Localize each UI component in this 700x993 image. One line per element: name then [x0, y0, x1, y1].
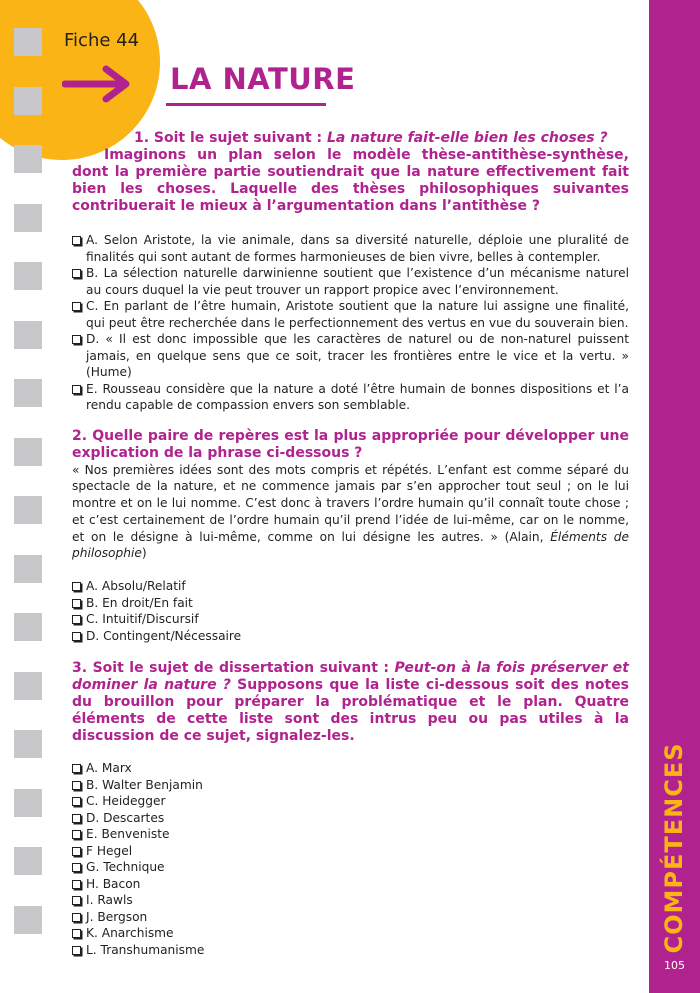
checkbox-icon[interactable] [72, 929, 81, 938]
checkbox-icon[interactable] [72, 269, 81, 278]
checkbox-icon[interactable] [72, 236, 81, 245]
option-item[interactable]: C. Intuitif/Discursif [72, 611, 629, 628]
checkbox-icon[interactable] [72, 302, 81, 311]
arrow-right-icon [62, 64, 134, 104]
page-number: 105 [664, 959, 685, 972]
question-1-body: Imaginons un plan selon le modèle thèse-antithèse-synthèse, dont la première partie soutiendrait que la nature effectivement fait bien les choses. Laquelle des thèses philosophiques suivantes contribuerait le mieux à l’argumentation dans l’antithèse ? [72, 147, 629, 214]
option-item[interactable]: B. En droit/En fait [72, 595, 629, 612]
option-item[interactable]: A. Selon Aristote, la vie animale, dans sa diversité naturelle, déploie une pluralité de finalités qui sont autant de formes harmonieuses de bien vivre, belles à contempler. [72, 232, 629, 265]
title-underline [166, 103, 326, 106]
checkbox-icon[interactable] [72, 847, 81, 856]
checkbox-icon[interactable] [72, 946, 81, 955]
checkbox-icon[interactable] [72, 781, 81, 790]
option-item[interactable]: J. Bergson [72, 909, 629, 926]
option-item[interactable]: B. Walter Benjamin [72, 777, 629, 794]
question-1-heading: 1. Soit le sujet suivant : La nature fait-elle bien les choses ? [134, 130, 608, 146]
option-item[interactable]: H. Bacon [72, 876, 629, 893]
option-item[interactable]: D. « Il est donc impossible que les caractères de naturel ou de non-naturel puissent jamais, en quelque sens que ce soit, tracer les frontières entre le vice et la vertu. » (Hume) [72, 331, 629, 381]
checkbox-icon[interactable] [72, 814, 81, 823]
checkbox-icon[interactable] [72, 913, 81, 922]
option-item[interactable]: K. Anarchisme [72, 925, 629, 942]
checkbox-icon[interactable] [72, 385, 81, 394]
question-2-heading: 2. Quelle paire de repères est la plus appropriée pour développer une explication de la phrase ci-dessous ? [72, 427, 629, 461]
fiche-label: Fiche 44 [64, 30, 140, 51]
option-item[interactable]: C. Heidegger [72, 793, 629, 810]
option-item[interactable]: D. Contingent/Nécessaire [72, 628, 629, 645]
question-2-options [72, 578, 629, 644]
option-item[interactable]: A. Marx [72, 760, 629, 777]
checkbox-icon[interactable] [72, 764, 81, 773]
option-item[interactable]: F Hegel [72, 843, 629, 860]
option-item[interactable]: C. En parlant de l’être humain, Aristote soutient que la nature lui assigne une finalité, qui peut être recherchée dans le perfectionnement des vertus en vue du souverain bien. [72, 298, 629, 331]
option-item[interactable]: E. Benveniste [72, 826, 629, 843]
main-content [72, 130, 629, 958]
checkbox-icon[interactable] [72, 599, 81, 608]
option-item[interactable]: E. Rousseau considère que la nature a doté l’être humain de bonnes dispositions et l’a rendu capable de compassion envers son semblable. [72, 381, 629, 414]
question-1-options [72, 232, 629, 414]
checkbox-icon[interactable] [72, 335, 81, 344]
sidebar-label: COMPÉTENCES [660, 742, 688, 954]
option-item[interactable]: L. Transhumanisme [72, 942, 629, 959]
checkbox-icon[interactable] [72, 830, 81, 839]
question-3-heading: 3. Soit le sujet de dissertation suivant : Peut-on à la fois préserver et dominer la nature ? Supposons que la liste ci-dessous soit des notes du brouillon pour préparer la problématique et le plan. Quatre éléments de cette liste sont des intrus peu ou pas utiles à la discussion de ce sujet, signalez-les. [72, 660, 629, 745]
option-item[interactable]: D. Descartes [72, 810, 629, 827]
checkbox-icon[interactable] [72, 880, 81, 889]
option-item[interactable]: I. Rawls [72, 892, 629, 909]
question-2-quote: « Nos premières idées sont des mots compris et répétés. L’enfant est comme séparé du spectacle de la nature, et ne commence jamais par s’en approcher tout seul ; on le lui montre et on le lui nomme. C’est donc à travers l’ordre humain qu’il connaît toute chose ; et c’est certainement de l’ordre humain qu’il prend l’idée de lui-même, car on le nomme, et on le désigne à lui-même, comme on lui désigne les autres. » (Alain, Éléments de philosophie) [72, 462, 629, 561]
checkbox-icon[interactable] [72, 896, 81, 905]
option-item[interactable]: A. Absolu/Relatif [72, 578, 629, 595]
checkbox-icon[interactable] [72, 615, 81, 624]
question-3-options [72, 760, 629, 958]
option-item[interactable]: G. Technique [72, 859, 629, 876]
page-title: LA NATURE [170, 62, 356, 96]
checkbox-icon[interactable] [72, 797, 81, 806]
option-item[interactable]: B. La sélection naturelle darwinienne soutient que l’existence d’un mécanisme naturel au cours duquel la vie peut trouver un rapport propice avec l’environnement. [72, 265, 629, 298]
margin-squares [14, 28, 42, 964]
checkbox-icon[interactable] [72, 632, 81, 641]
checkbox-icon[interactable] [72, 582, 81, 591]
checkbox-icon[interactable] [72, 863, 81, 872]
